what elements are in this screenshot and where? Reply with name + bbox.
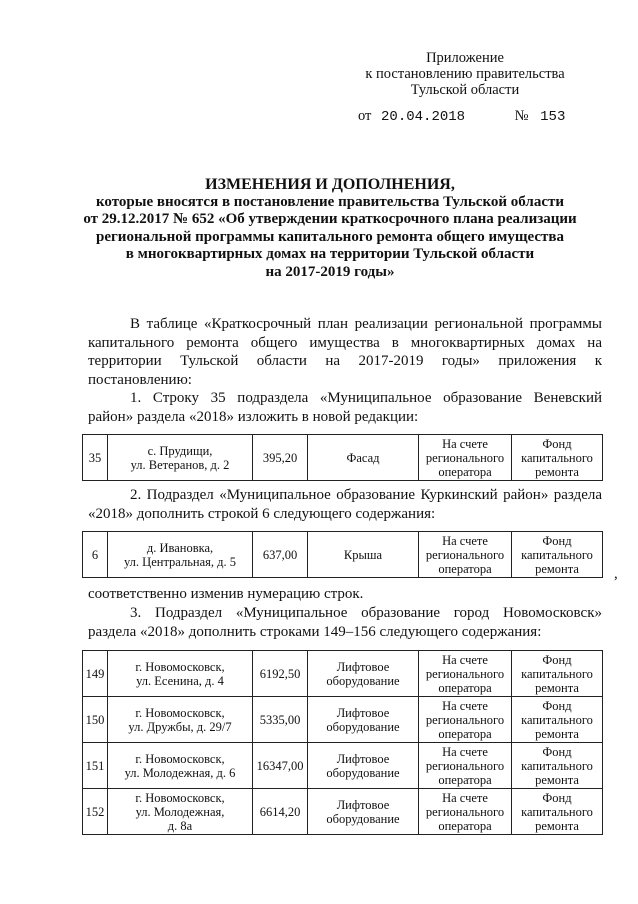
document-number: 153 <box>540 109 566 125</box>
fund-cell-text: ремонта <box>535 561 579 576</box>
work-type-cell-text: Лифтовое <box>336 705 390 720</box>
cost-cell <box>253 532 308 578</box>
address-cell <box>108 651 253 697</box>
account-cell-text: оператора <box>438 464 492 479</box>
account-cell-text: оператора <box>438 772 492 787</box>
account-cell <box>419 743 512 789</box>
account-cell <box>419 435 512 481</box>
fund-cell-text: капитального <box>521 450 593 465</box>
work-type-cell-text: Лифтовое <box>336 751 390 766</box>
address-cell-text: г. Новомосковск, <box>135 705 225 720</box>
address-cell-text: д. 8а <box>167 818 193 833</box>
row-number-cell <box>83 435 108 481</box>
account-cell-text: На счете <box>442 436 488 451</box>
account-cell-text: регионального <box>425 450 505 465</box>
fund-cell-text: капитального <box>521 547 593 562</box>
appendix-header <box>360 50 570 98</box>
row-number-cell-text: 149 <box>85 666 105 681</box>
fund-cell-text: Фонд <box>542 652 572 667</box>
account-cell-text: На счете <box>442 533 488 548</box>
table-item-2 <box>82 531 603 578</box>
table-row <box>83 697 603 743</box>
work-type-cell-text: оборудование <box>326 719 400 734</box>
address-cell-text: ул. Молодежная, <box>135 804 225 819</box>
work-type-cell <box>308 697 419 743</box>
cost-cell <box>253 697 308 743</box>
table-row <box>83 789 603 835</box>
account-cell-text: регионального <box>425 804 505 819</box>
work-type-cell <box>308 743 419 789</box>
appendix-line: к постановлению правительства <box>365 66 565 82</box>
account-cell <box>419 789 512 835</box>
title-line: региональной программы капитального ремонта общего имущества <box>96 228 564 245</box>
cost-cell-text: 5335,00 <box>259 712 301 727</box>
table-row <box>83 435 603 481</box>
row-number-cell-text: 150 <box>85 712 105 727</box>
account-cell <box>419 697 512 743</box>
account-cell-text: На счете <box>442 744 488 759</box>
document-title <box>60 176 600 281</box>
work-type-cell <box>308 651 419 697</box>
row-number-cell <box>83 789 108 835</box>
cost-cell-text: 6614,20 <box>259 804 301 819</box>
fund-cell-text: ремонта <box>535 726 579 741</box>
account-cell <box>419 651 512 697</box>
fund-cell <box>512 651 603 697</box>
title-line: ИЗМЕНЕНИЯ И ДОПОЛНЕНИЯ, <box>205 176 455 193</box>
work-type-cell-text: оборудование <box>326 673 400 688</box>
item-3-paragraph: 3. Подраздел «Муниципальное образование город Новомосковск» раздела «2018» дополнить строками 149–156 следующего содержания: <box>88 605 602 640</box>
table-item-1 <box>82 434 603 481</box>
work-type-cell-text: оборудование <box>326 811 400 826</box>
account-cell-text: регионального <box>425 666 505 681</box>
date-number-line <box>358 108 565 125</box>
title-line: в многоквартирных домах на территории Тульской области <box>125 246 535 262</box>
table-row <box>83 743 603 789</box>
number-sign: № <box>514 108 529 124</box>
cost-cell-text: 16347,00 <box>256 758 304 773</box>
address-cell-text: ул. Дружбы, д. 29/7 <box>128 719 232 734</box>
address-cell-text: г. Новомосковск, <box>135 751 225 766</box>
fund-cell <box>512 789 603 835</box>
fund-cell-text: Фонд <box>542 698 572 713</box>
account-cell-text: На счете <box>442 698 488 713</box>
work-type-cell <box>308 435 419 481</box>
cost-cell <box>253 789 308 835</box>
title-line: на 2017-2019 годы» <box>265 263 395 280</box>
trailing-comma: , <box>614 566 618 582</box>
numbering-note: соответственно изменив нумерацию строк. <box>88 586 364 602</box>
account-cell-text: регионального <box>425 547 505 562</box>
title-line: от 29.12.2017 № 652 «Об утверждении краткосрочного плана реализации <box>83 211 577 227</box>
account-cell-text: оператора <box>438 561 492 576</box>
fund-cell-text: ремонта <box>535 464 579 479</box>
cost-cell <box>253 435 308 481</box>
address-cell-text: ул. Есенина, д. 4 <box>136 673 224 688</box>
fund-cell-text: Фонд <box>542 533 572 548</box>
address-cell <box>108 435 253 481</box>
address-cell <box>108 789 253 835</box>
work-type-cell <box>308 532 419 578</box>
fund-cell-text: Фонд <box>542 744 572 759</box>
account-cell-text: оператора <box>438 726 492 741</box>
address-cell-text: ул. Центральная, д. 5 <box>123 554 236 569</box>
cost-cell <box>253 651 308 697</box>
row-number-cell-text: 35 <box>88 450 102 465</box>
cost-cell <box>253 743 308 789</box>
fund-cell <box>512 697 603 743</box>
fund-cell-text: Фонд <box>542 790 572 805</box>
work-type-cell-text: Фасад <box>346 450 380 465</box>
fund-cell-text: капитального <box>521 712 593 727</box>
work-type-cell-text: оборудование <box>326 765 400 780</box>
address-cell <box>108 532 253 578</box>
work-type-cell-text: Крыша <box>343 547 383 562</box>
fund-cell <box>512 743 603 789</box>
date-prefix: от <box>358 108 372 124</box>
address-cell-text: с. Прудищи, <box>147 443 213 458</box>
fund-cell-text: ремонта <box>535 772 579 787</box>
account-cell-text: оператора <box>438 818 492 833</box>
fund-cell <box>512 532 603 578</box>
row-number-cell-text: 6 <box>91 547 99 562</box>
address-cell-text: ул. Ветеранов, д. 2 <box>130 457 230 472</box>
address-cell <box>108 743 253 789</box>
fund-cell-text: капитального <box>521 758 593 773</box>
work-type-cell <box>308 789 419 835</box>
item-2-paragraph: 2. Подраздел «Муниципальное образование Куркинский район» раздела «2018» дополнить строкой 6 следующего содержания: <box>88 487 602 522</box>
account-cell-text: регионального <box>425 758 505 773</box>
address-cell-text: г. Новомосковск, <box>135 659 225 674</box>
appendix-line: Тульской области <box>410 82 520 98</box>
address-cell-text: ул. Молодежная, д. 6 <box>124 765 236 780</box>
account-cell-text: На счете <box>442 790 488 805</box>
fund-cell <box>512 435 603 481</box>
row-number-cell <box>83 743 108 789</box>
row-number-cell-text: 152 <box>85 804 105 819</box>
cost-cell-text: 6192,50 <box>259 666 301 681</box>
fund-cell-text: Фонд <box>542 436 572 451</box>
row-number-cell <box>83 651 108 697</box>
table-row <box>83 532 603 578</box>
cost-cell-text: 395,20 <box>262 450 298 465</box>
table-row <box>83 651 603 697</box>
fund-cell-text: ремонта <box>535 680 579 695</box>
address-cell-text: д. Ивановка, <box>146 540 214 555</box>
row-number-cell-text: 151 <box>85 758 105 773</box>
account-cell <box>419 532 512 578</box>
address-cell-text: г. Новомосковск, <box>135 790 225 805</box>
address-cell <box>108 697 253 743</box>
document-date: 20.04.2018 <box>381 109 466 125</box>
work-type-cell-text: Лифтовое <box>336 797 390 812</box>
fund-cell-text: капитального <box>521 804 593 819</box>
row-number-cell <box>83 697 108 743</box>
row-number-cell <box>83 532 108 578</box>
table-item-3 <box>82 650 603 835</box>
account-cell-text: регионального <box>425 712 505 727</box>
cost-cell-text: 637,00 <box>262 547 298 562</box>
fund-cell-text: ремонта <box>535 818 579 833</box>
work-type-cell-text: Лифтовое <box>336 659 390 674</box>
account-cell-text: На счете <box>442 652 488 667</box>
account-cell-text: оператора <box>438 680 492 695</box>
fund-cell-text: капитального <box>521 666 593 681</box>
appendix-line: Приложение <box>426 50 504 66</box>
intro-paragraph: В таблице «Краткосрочный план реализации региональной программы капитального ремонта общего имущества в многоквартирных домах на территории Тульской области на 2017-2019 годы» приложения к постановлению: <box>88 316 602 388</box>
title-line: которые вносятся в постановление правительства Тульской области <box>95 193 565 210</box>
item-1-paragraph: 1. Строку 35 подраздела «Муниципальное образование Веневский район» раздела «2018» изложить в новой редакции: <box>88 390 602 425</box>
